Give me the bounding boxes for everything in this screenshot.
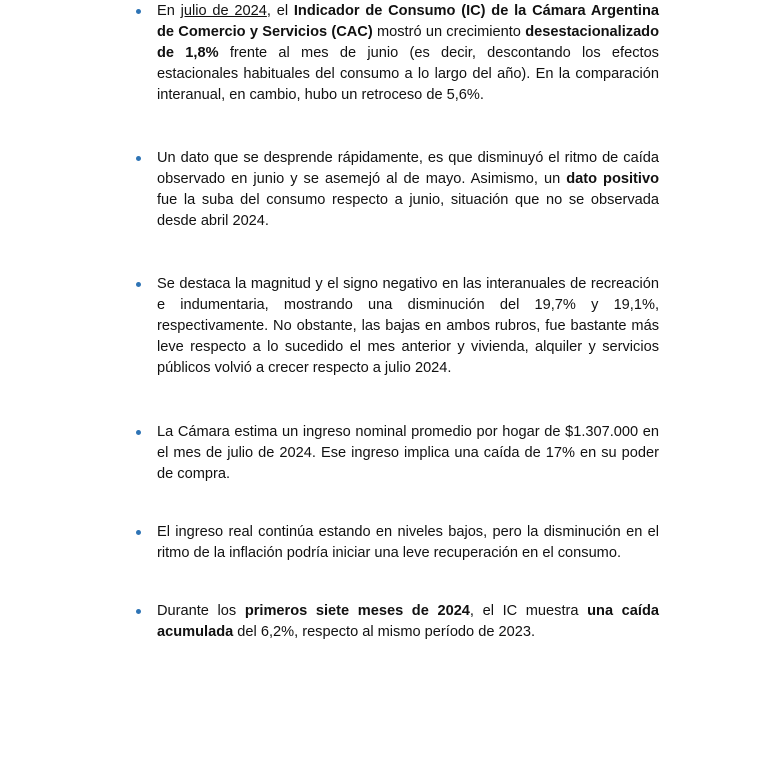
text-segment: , el IC muestra [469,603,588,619]
text-segment: Durante los [157,603,245,619]
text-segment: mostró un crecimiento [372,24,526,40]
text-segment-underlined: julio de 2024 [180,3,267,19]
text-segment: , el [266,3,294,19]
text-segment: El ingreso real continúa estando en niveles bajos, pero la disminución en el ritmo de la inflación podría iniciar una leve recuperación en el consumo. [157,524,659,561]
text-segment-bold: primeros siete meses de 2024 [244,603,470,619]
bullet-item-first-seven-months [157,601,659,643]
text-segment: frente al mes de junio (es decir, descontando los efectos estacionales habituales del consumo a lo largo del año). En la comparación interanual, en cambio, hubo un retroceso de 5,6%. [157,45,659,103]
bullet-list [157,1,659,643]
text-segment-bold: una caída acumulada [157,603,659,640]
text-segment: fue la suba del consumo respecto a junio, situación que no se observada desde abril 2024. [157,192,659,229]
bullet-item-interannual [157,274,659,379]
text-segment-bold: dato positivo [566,171,659,187]
text-segment-bold: desestacionalizado de 1,8% [157,24,660,61]
bullet-item-consumer-index [157,1,659,106]
text-segment: del 6,2%, respecto al mismo período de 2023. [233,624,536,640]
text-segment: La Cámara estima un ingreso nominal promedio por hogar de $1.307.000 en el mes de julio de 2024. Ese ingreso implica una caída de 17% en su poder de compra. [157,424,659,482]
bullet-item-real-income [157,522,659,564]
text-segment-bold: Indicador de Consumo (IC) de la Cámara Argentina de Comercio y Servicios (CAC) [157,3,659,40]
text-segment: Se destaca la magnitud y el signo negativo en las interanuales de recreación e indumentaria, mostrando una disminución del 19,7% y 19,1%, respectivamente. No obstante, las bajas en ambos rubros, fue bastante más leve respecto a lo sucedido el mes anterior y vivienda, alquiler y servicios públicos volvió a crecer respecto a julio 2024. [157,276,659,376]
bullet-item-nominal-income [157,422,659,485]
bullet-item-falling-rate [157,148,659,232]
text-segment: Un dato que se desprende rápidamente, es que disminuyó el ritmo de caída observado en junio y se asemejó al de mayo. Asimismo, un [157,150,659,187]
text-segment: En [157,3,181,19]
